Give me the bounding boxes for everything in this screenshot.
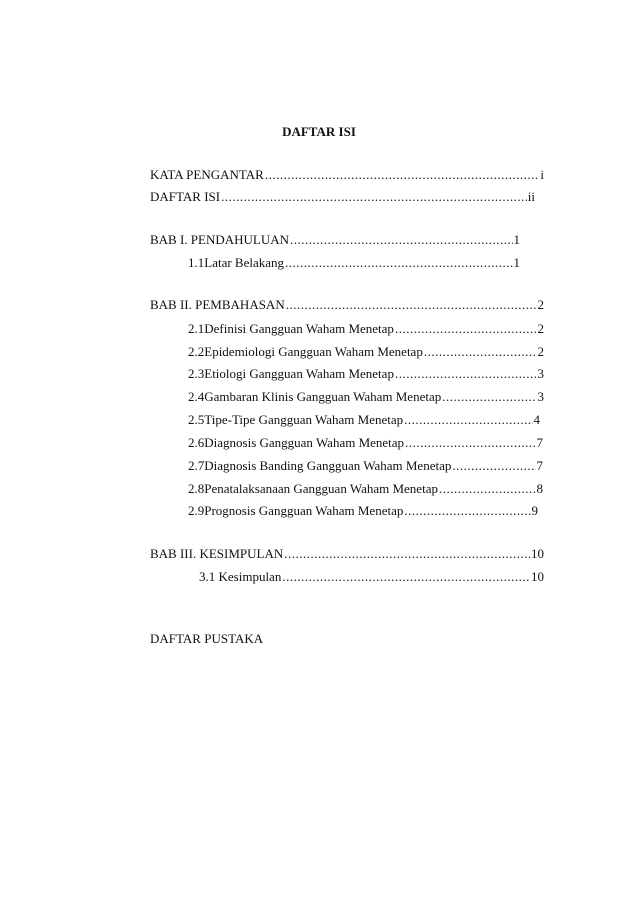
- toc-page-number: 3: [537, 366, 544, 381]
- toc-entry-daftar-pustaka: DAFTAR PUSTAKA: [150, 631, 264, 646]
- dot-leader: [442, 389, 536, 405]
- toc-entry-2-1: [188, 321, 544, 337]
- toc-entry-text: BAB III. KESIMPULAN: [150, 546, 284, 561]
- toc-entry-bab-3: [150, 546, 544, 562]
- dot-leader: [284, 546, 530, 562]
- dot-leader: [452, 458, 535, 474]
- toc-entry-2-4: [188, 389, 544, 405]
- dot-leader: [404, 503, 530, 519]
- toc-entry-number: 2.8: [188, 481, 205, 496]
- toc-entry-2-3: [188, 366, 544, 382]
- dot-leader: [439, 481, 536, 497]
- toc-entry-text: Gambaran Klinis Gangguan Waham Menetap: [204, 389, 442, 404]
- dot-leader: [290, 232, 512, 248]
- toc-entry-2-7: [188, 458, 543, 474]
- dot-leader: [285, 255, 512, 271]
- toc-entry-2-8: [188, 481, 543, 497]
- toc-entry-number: 1.1: [188, 255, 205, 270]
- dot-leader: [265, 167, 540, 183]
- toc-entry-text: Latar Belakang: [204, 255, 285, 270]
- toc-page-number: 8: [536, 481, 543, 496]
- dot-leader: [395, 321, 537, 337]
- toc-entry-number: 2.2: [188, 344, 205, 359]
- toc-entry-number: 2.1: [188, 321, 205, 336]
- toc-entry-text: Prognosis Gangguan Waham Menetap: [204, 503, 404, 518]
- toc-entry-number: 2.7: [188, 458, 205, 473]
- toc-entry-2-5: [188, 412, 540, 428]
- dot-leader: [395, 366, 537, 382]
- toc-entry-2-6: [188, 435, 543, 451]
- toc-entry-2-2: [188, 344, 544, 360]
- toc-page-number: 1: [513, 255, 520, 270]
- toc-entry-text: Epidemiologi Gangguan Waham Menetap: [204, 344, 423, 359]
- toc-entry-text: BAB I. PENDAHULUAN: [150, 232, 290, 247]
- toc-page-number: 4: [533, 412, 540, 427]
- toc-page-number: 2: [537, 297, 544, 312]
- toc-page-number: 2: [537, 344, 544, 359]
- toc-entry-bab-1: [150, 232, 520, 248]
- toc-page-number: ii: [527, 189, 535, 204]
- toc-page-number: 10: [531, 546, 544, 561]
- toc-entry-number: 2.3: [188, 366, 205, 381]
- toc-page-number: i: [540, 167, 544, 182]
- page-title: DAFTAR ISI: [282, 124, 356, 139]
- toc-entry-text: KATA PENGANTAR: [150, 167, 264, 182]
- toc-entry-text: 3.1 Kesimpulan: [199, 569, 282, 584]
- toc-entry-number: 2.4: [188, 389, 205, 404]
- toc-entry-text: Penatalaksanaan Gangguan Waham Menetap: [204, 481, 438, 496]
- toc-entry-text: Tipe-Tipe Gangguan Waham Menetap: [204, 412, 404, 427]
- toc-page-number: 9: [531, 503, 538, 518]
- toc-entry-1-1: [188, 255, 520, 271]
- toc-entry-text: BAB II. PEMBAHASAN: [150, 297, 285, 312]
- dot-leader: [404, 412, 532, 428]
- toc-page-number: 3: [537, 389, 544, 404]
- dot-leader: [424, 344, 537, 360]
- toc-entry-bab-2: [150, 297, 544, 313]
- toc-entry-text: Diagnosis Gangguan Waham Menetap: [204, 435, 405, 450]
- toc-entry-number: 2.9: [188, 503, 205, 518]
- toc-entry-3-1: [199, 569, 544, 585]
- toc-page-number: 2: [537, 321, 544, 336]
- toc-entry-kata-pengantar: [150, 167, 544, 183]
- toc-page-number: 1: [513, 232, 520, 247]
- toc-entry-text: Definisi Gangguan Waham Menetap: [204, 321, 394, 336]
- dot-leader: [221, 189, 527, 205]
- dot-leader: [405, 435, 535, 451]
- toc-page-number: 7: [536, 435, 543, 450]
- toc-entry-daftar-isi: [150, 189, 535, 205]
- toc-entry-text: Diagnosis Banding Gangguan Waham Menetap: [204, 458, 452, 473]
- toc-page-number: 10: [531, 569, 544, 584]
- toc-entry-text: DAFTAR ISI: [150, 189, 221, 204]
- dot-leader: [282, 569, 530, 585]
- toc-entry-text: Etiologi Gangguan Waham Menetap: [204, 366, 394, 381]
- toc-page-number: 7: [536, 458, 543, 473]
- toc-entry-2-9: [188, 503, 538, 519]
- toc-entry-number: 2.5: [188, 412, 205, 427]
- dot-leader: [286, 297, 537, 313]
- toc-entry-number: 2.6: [188, 435, 205, 450]
